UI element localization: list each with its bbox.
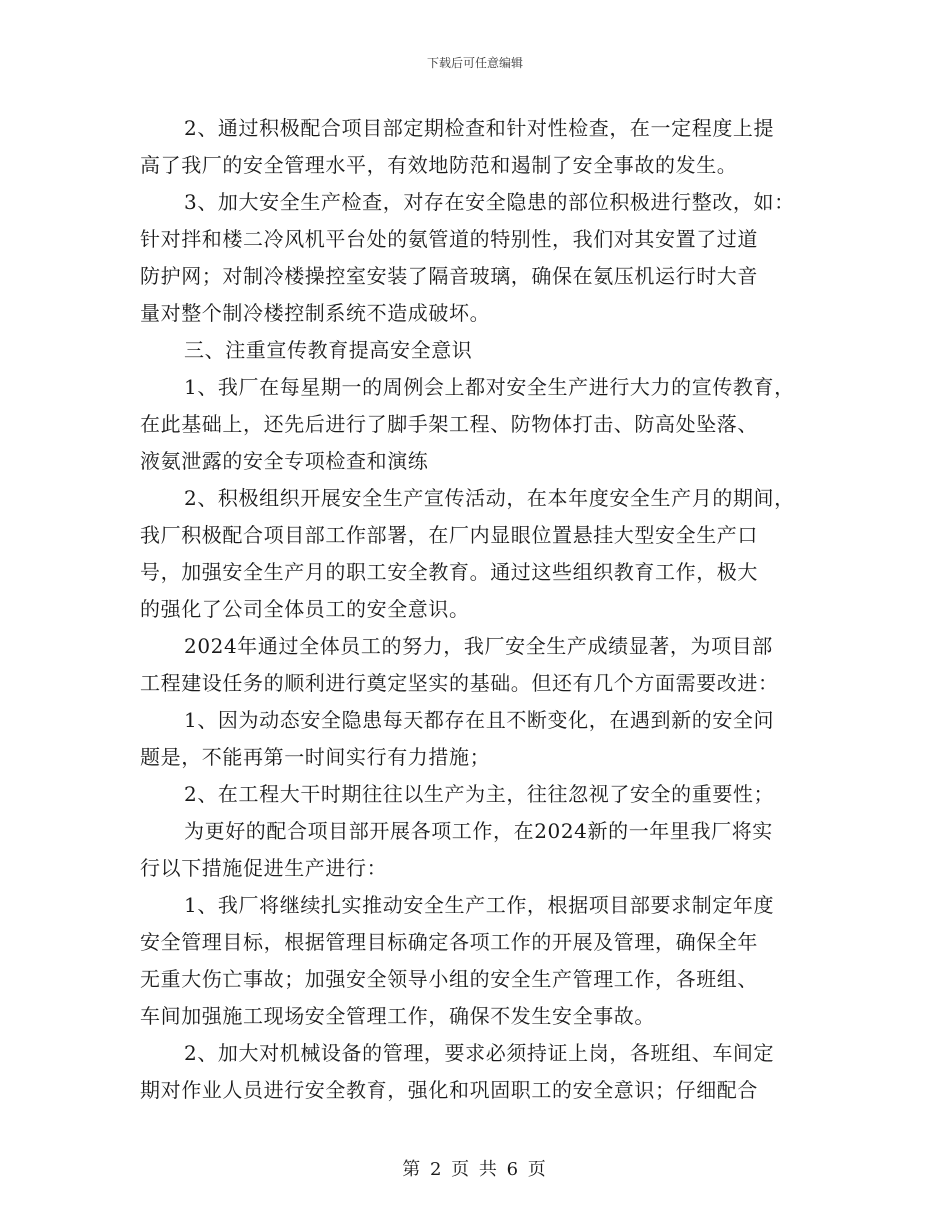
paragraph-line: 量对整个制冷楼控制系统不造成破坏。 <box>140 301 491 325</box>
paragraph-line: 在此基础上，还先后进行了脚手架工程、防物体打击、防高处坠落、 <box>140 412 758 436</box>
paragraph-line: 题是，不能再第一时间实行有力措施； <box>140 745 491 769</box>
paragraph-line: 期对作业人员进行安全教育，强化和巩固职工的安全意识；仔细配合 <box>140 1078 758 1102</box>
paragraph-line: 防护网；对制冷楼操控室安装了隔音玻璃，确保在氨压机运行时大音 <box>140 264 758 288</box>
paragraph-line: 1、因为动态安全隐患每天都存在且不断变化，在遇到新的安全问 <box>184 708 775 732</box>
paragraph-line: 2024年通过全体员工的努力，我厂安全生产成绩显著，为项目部 <box>184 634 773 658</box>
section-heading: 三、注重宣传教育提高安全意识 <box>184 338 473 362</box>
paragraph-line: 3、加大安全生产检查，对存在安全隐患的部位积极进行整改，如： <box>184 190 795 214</box>
paragraph-line: 液氨泄露的安全专项检查和演练 <box>140 449 429 473</box>
paragraph-line: 2、积极组织开展安全生产宣传活动，在本年度安全生产月的期间， <box>184 486 795 510</box>
paragraph-line: 行以下措施促进生产进行： <box>140 856 388 880</box>
paragraph-line: 1、我厂将继续扎实推动安全生产工作，根据项目部要求制定年度 <box>184 893 775 917</box>
paragraph-line: 针对拌和楼二冷风机平台处的氨管道的特别性，我们对其安置了过道 <box>140 227 758 251</box>
paragraph-line: 号，加强安全生产月的职工安全教育。通过这些组织教育工作，极大 <box>140 560 758 584</box>
document-body <box>140 110 820 1109</box>
paragraph-line: 高了我厂的安全管理水平，有效地防范和遏制了安全事故的发生。 <box>140 153 738 177</box>
paragraph-line: 2、通过积极配合项目部定期检查和针对性检查，在一定程度上提 <box>184 116 775 140</box>
paragraph-line: 为更好的配合项目部开展各项工作，在2024新的一年里我厂将实 <box>184 819 773 843</box>
paragraph-line: 安全管理目标，根据管理目标确定各项工作的开展及管理，确保全年 <box>140 930 758 954</box>
paragraph-line: 工程建设任务的顺利进行奠定坚实的基础。但还有几个方面需要改进： <box>140 671 779 695</box>
page-number: 第 2 页 共 6 页 <box>402 1159 548 1180</box>
paragraph-line: 车间加强施工现场安全管理工作，确保不发生安全事故。 <box>140 1004 655 1028</box>
paragraph-line: 2、在工程大干时期往往以生产为主，往往忽视了安全的重要性； <box>184 782 775 806</box>
header-note: 下载后可任意编辑 <box>426 56 523 70</box>
paragraph-line: 2、加大对机械设备的管理，要求必须持证上岗，各班组、车间定 <box>184 1041 775 1065</box>
paragraph-line: 1、我厂在每星期一的周例会上都对安全生产进行大力的宣传教育， <box>184 375 795 399</box>
paragraph-line: 的强化了公司全体员工的安全意识。 <box>140 597 470 621</box>
paragraph-line: 我厂积极配合项目部工作部署，在厂内显眼位置悬挂大型安全生产口 <box>140 523 758 547</box>
paragraph-line: 无重大伤亡事故；加强安全领导小组的安全生产管理工作，各班组、 <box>140 967 758 991</box>
